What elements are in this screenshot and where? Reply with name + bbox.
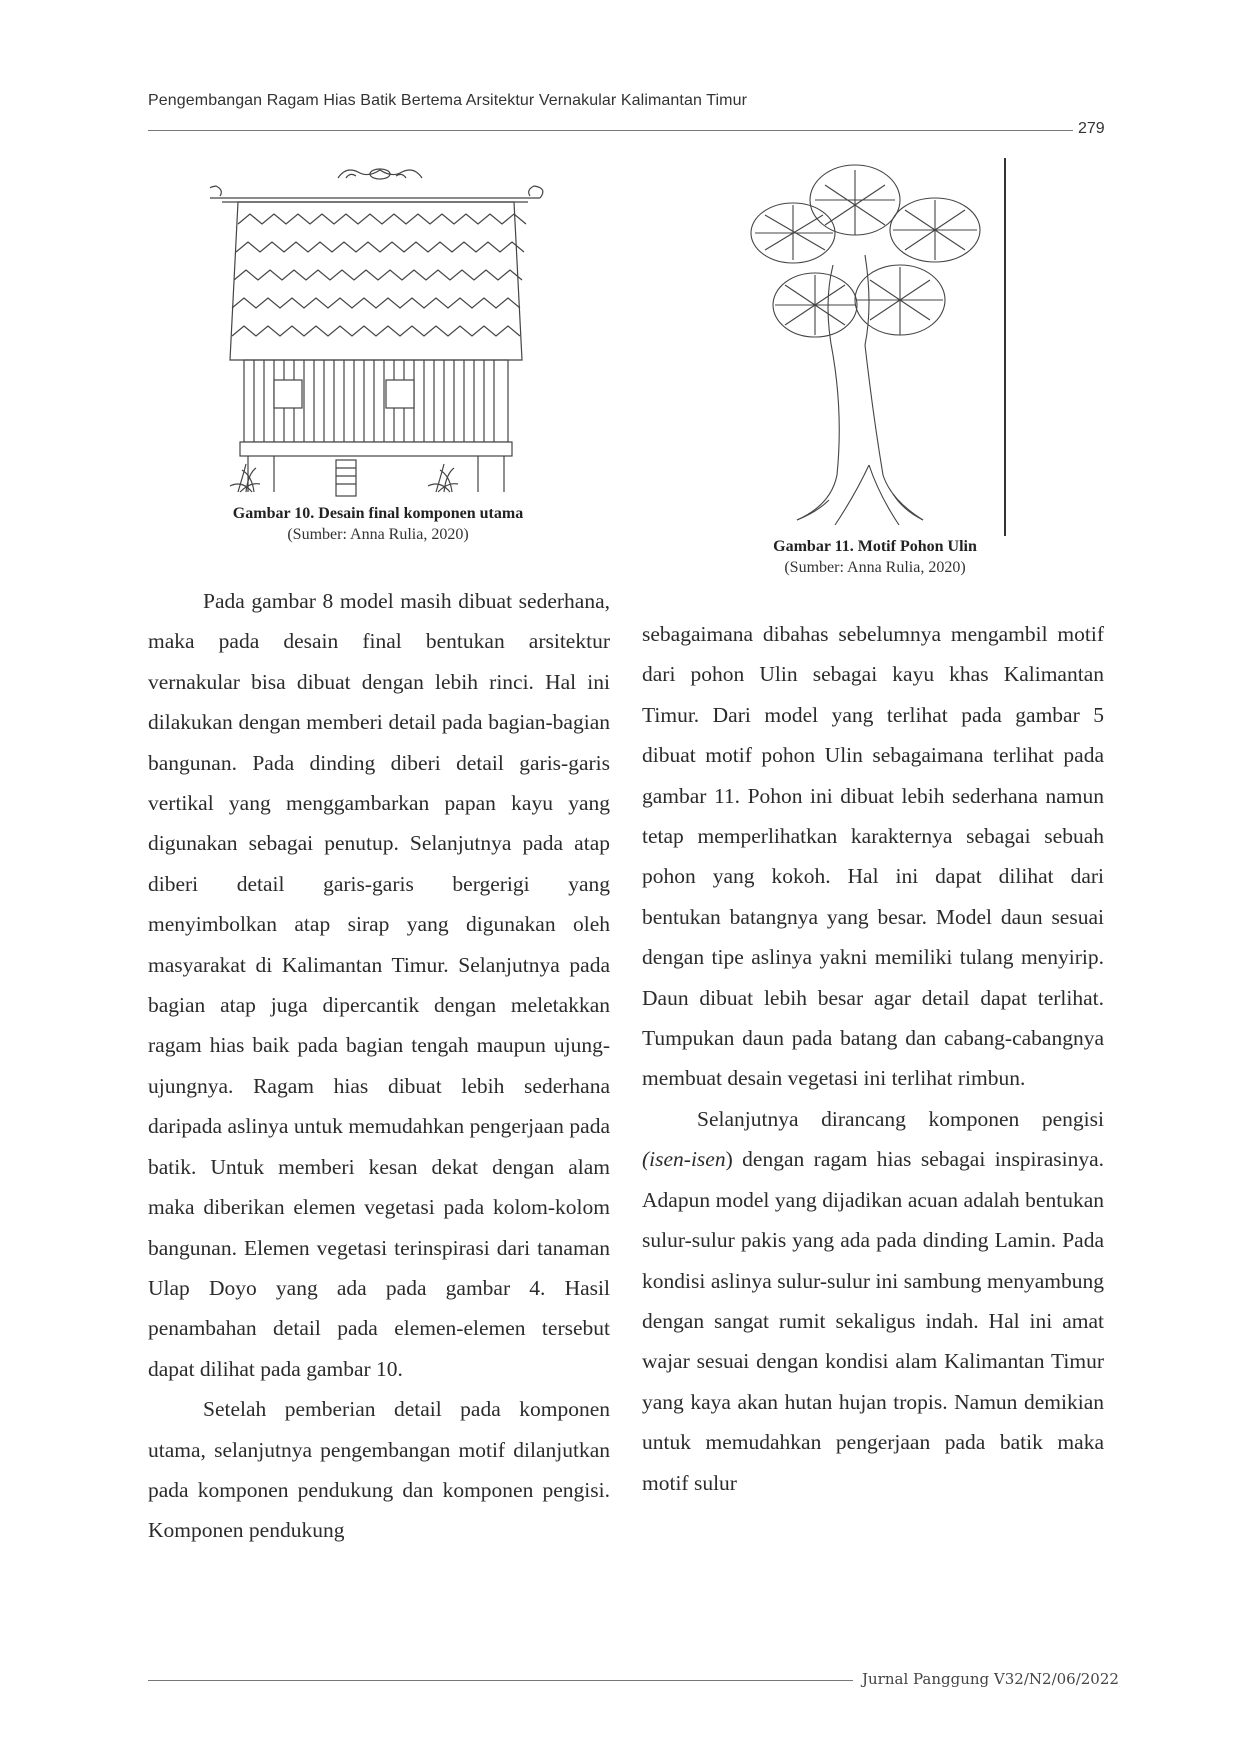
paragraph-right-2-italic: (isen-isen xyxy=(642,1147,726,1172)
figure-11-tree xyxy=(745,155,1010,535)
paragraph-right-2 xyxy=(642,1099,1104,1503)
paragraph-left-2: Setelah pemberian detail pada komponen utama, selanjutnya pengembangan motif dilanjutkan pada komponen pendukung dan komponen pengisi. Komponen pendukung xyxy=(148,1397,610,1543)
paragraph-right-1: sebagaimana dibahas sebelumnya mengambil motif dari pohon Ulin sebagai kayu khas Kalimantan Timur. Dari model yang terlihat pada gambar 5 dibuat motif pohon Ulin sebagaimana terlihat pada gambar 11. Pohon ini dibuat lebih sederhana namun tetap memperlihatkan karakternya sebagai sebuah pohon yang kokoh. Hal ini dapat dilihat dari bentukan batangnya yang besar. Model daun sesuai dengan tipe aslinya yakni memiliki tulang menyirip. Daun dibuat lebih besar agar detail dapat terlihat. Tumpukan daun pada batang dan cabang-cabangnya membuat desain vegetasi ini terlihat rimbun. xyxy=(642,622,1104,1091)
paragraph-left-1: Pada gambar 8 model masih dibuat sederhana, maka pada desain final bentukan arsitektur vernakular bisa dibuat dengan lebih rinci. Hal ini dilakukan dengan memberi detail pada bagian-bagian bangunan. Pada dinding diberi detail garis-garis vertikal yang menggambarkan papan kayu yang digunakan sebagai penutup. Selanjutnya pada atap diberi detail garis-garis bergerigi yang menyimbolkan atap sirap yang digunakan oleh masyarakat di Kalimantan Timur. Selanjutnya pada bagian atap juga dipercantik dengan meletakkan ragam hias baik pada bagian tengah maupun ujung-ujungnya. Ragam hias dibuat lebih sederhana daripada aslinya untuk memudahkan pengerjaan pada batik. Untuk memberi kesan dekat dengan alam maka diberikan elemen vegetasi pada kolom-kolom bangunan. Elemen vegetasi terinspirasi dari tanaman Ulap Doyo yang ada pada gambar 4. Hasil penambahan detail pada elemen-elemen tersebut dapat dilihat pada gambar 10. xyxy=(148,589,610,1381)
paragraph-right-2-start: Selanjutnya dirancang komponen pengisi xyxy=(697,1106,1104,1131)
tree-drawing-icon xyxy=(745,155,1010,535)
figure-10-source: (Sumber: Anna Rulia, 2020) xyxy=(287,526,469,543)
paragraph-right-2-end: ) dengan ragam hias sebagai inspirasinya. Adapun model yang dijadikan acuan adalah bentukan sulur-sulur pakis yang ada pada dinding Lamin. Pada kondisi aslinya sulur-sulur ini sambung menyambung dengan sangat rumit sekaligus indah. Hal ini amat wajar sesuai dengan kondisi alam Kalimantan Timur yang kaya akan hutan hujan tropis. Namun demikian untuk memudahkan pengerjaan pada batik maka motif sulur xyxy=(642,1147,1104,1495)
house-drawing-icon xyxy=(210,160,550,497)
figure-10-title: Gambar 10. Desain final komponen utama xyxy=(232,505,524,522)
left-column xyxy=(148,581,610,1551)
right-column xyxy=(642,614,1104,1503)
figure-11-rule xyxy=(1004,158,1006,536)
running-head: Pengembangan Ragam Hias Batik Bertema Arsitektur Vernakular Kalimantan Timur xyxy=(148,92,747,109)
footer-journal: Jurnal Panggung V32/N2/06/2022 xyxy=(862,1670,1119,1688)
figure-10-house xyxy=(210,160,550,497)
header-rule xyxy=(148,130,1073,131)
figure-11-caption xyxy=(735,536,1015,578)
footer-rule xyxy=(148,1680,853,1681)
figure-11-source: (Sumber: Anna Rulia, 2020) xyxy=(784,559,966,576)
page-number: 279 xyxy=(1078,120,1105,137)
figure-11-title: Gambar 11. Motif Pohon Ulin xyxy=(773,538,977,555)
figure-10-caption xyxy=(148,503,608,545)
